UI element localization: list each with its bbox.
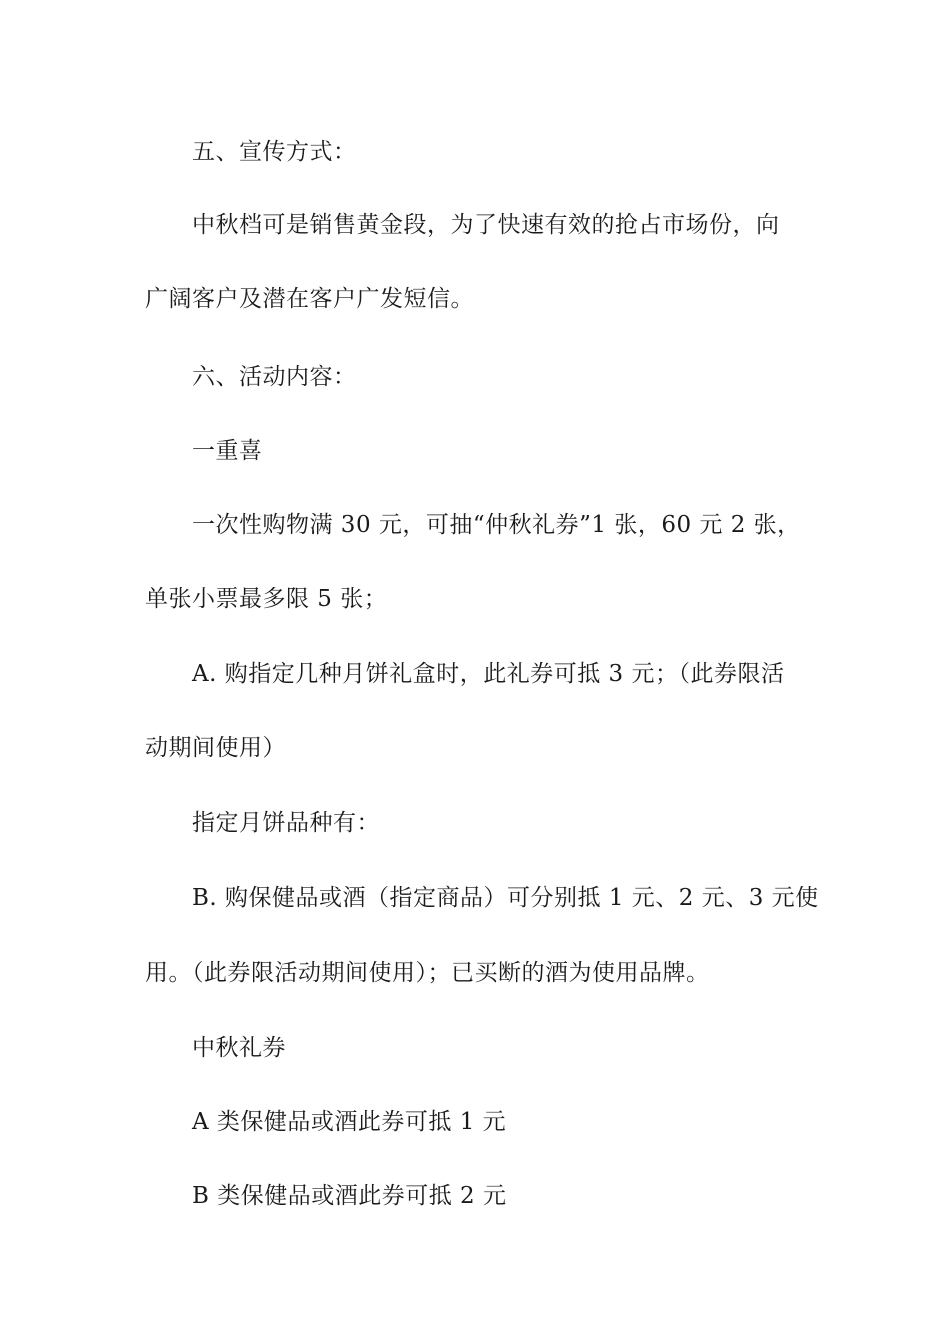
section-heading-activity-content: 六、活动内容： (192, 364, 357, 390)
paragraph-line: 指定月饼品种有： (192, 810, 380, 836)
paragraph-line: 中秋档可是销售黄金段，为了快速有效的抢占市场份，向 (192, 212, 780, 238)
paragraph-line: 一次性购物满 30 元，可抽“仲秋礼券”1 张，60 元 2 张， (192, 512, 801, 538)
subheading-first-joy: 一重喜 (192, 438, 263, 464)
paragraph-line: A 类保健品或酒此券可抵 1 元 (192, 1109, 507, 1135)
paragraph-line: 单张小票最多限 5 张； (145, 586, 388, 612)
section-heading-promotion-method: 五、宣传方式： (192, 139, 357, 165)
subheading-mid-autumn-voucher: 中秋礼券 (192, 1035, 286, 1061)
paragraph-line: B. 购保健品或酒（指定商品）可分别抵 1 元、2 元、3 元使 (192, 885, 819, 911)
paragraph-line: A. 购指定几种月饼礼盒时，此礼券可抵 3 元；（此券限活 (192, 661, 785, 687)
paragraph-line: 动期间使用） (145, 735, 286, 761)
paragraph-line: B 类保健品或酒此券可抵 2 元 (192, 1183, 507, 1209)
paragraph-line: 用。（此券限活动期间使用）；已买断的酒为使用品牌。 (145, 960, 710, 986)
paragraph-line: 广阔客户及潜在客户广发短信。 (145, 286, 474, 312)
